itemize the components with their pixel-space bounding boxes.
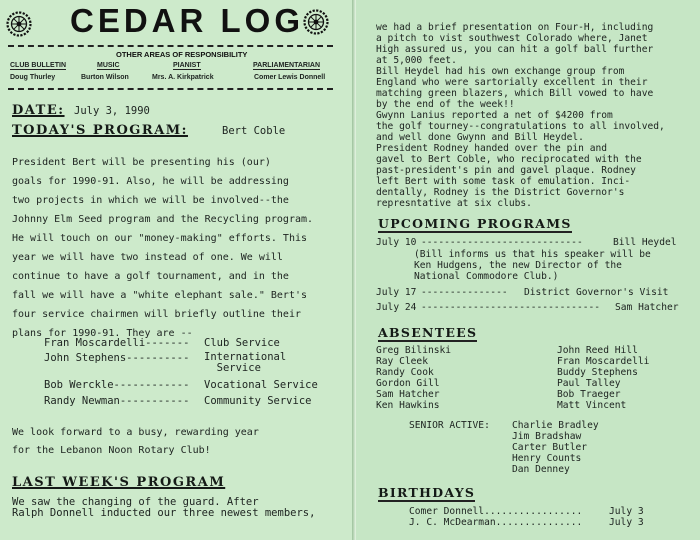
upcoming-note-line: National Commodore Club.): [414, 271, 559, 282]
date-label: DATE:: [12, 103, 65, 118]
officer-name: Mrs. A. Kirkpatrick: [152, 74, 214, 81]
upcoming-date: July 17: [376, 287, 417, 298]
last-week-continued-line: the golf tourney--congratulations to all involved,: [376, 121, 665, 132]
program-text-line: Johnny Elm Seed program and the Recycling program.: [12, 214, 314, 225]
officer-role: CLUB BULLETIN: [10, 62, 66, 69]
program-text-line: goals for 1990-91. Also, he will be addressing: [12, 176, 289, 187]
upcoming-dashes: -------------------------------: [421, 302, 601, 313]
closing-text-line: We look forward to a busy, rewarding year: [12, 427, 259, 438]
absentee-name: Matt Vincent: [557, 400, 627, 411]
masthead-subtitle: OTHER AREAS OF RESPONSIBILITY: [116, 50, 248, 59]
absentee-name: Randy Cook: [376, 367, 434, 378]
last-week-continued-line: Gwynn Lanius reported a net of $4200 from: [376, 110, 613, 121]
upcoming-note-line: (Bill informs us that his speaker will be: [414, 249, 651, 260]
service-chair-name: Bob Werckle------------: [44, 379, 190, 391]
last-week-continued-line: past-president's pin and gavel plaque. Rodney: [376, 165, 636, 176]
last-week-continued-line: left Bert with some task of emulation. Inci-: [376, 176, 631, 187]
service-chair-name: Fran Moscardelli-------: [44, 337, 190, 349]
service-chair-name: Randy Newman-----------: [44, 395, 190, 407]
officer-name: Comer Lewis Donnell: [254, 74, 326, 81]
service-chair-service: Community Service: [204, 395, 312, 407]
upcoming-heading: UPCOMING PROGRAMS: [378, 216, 572, 231]
program-text-line: four service chairmen will briefly outline their: [12, 309, 301, 320]
last-week-continued-line: dentally, Rodney is the District Governor's: [376, 187, 625, 198]
absentee-name: Gordon Gill: [376, 378, 440, 389]
closing-text-line: for the Lebanon Noon Rotary Club!: [12, 445, 211, 456]
last-week-continued-line: gavel to Bert Coble, who reciprocated with the: [376, 154, 642, 165]
senior-active-name: Henry Counts: [512, 453, 582, 464]
upcoming-note-line: Ken Hudgens, the new Director of the: [414, 260, 622, 271]
upcoming-dashes: ----------------------------: [421, 237, 583, 248]
service-chair-service: Club Service: [204, 337, 280, 349]
last-week-text-line: Ralph Donnell inducted our three newest members,: [12, 507, 316, 519]
last-week-continued-line: and well done Gwynn and Bill Heydel.: [376, 132, 584, 143]
last-week-continued-line: Bill Heydel had his own exchange group from: [376, 66, 625, 77]
absentee-name: Sam Hatcher: [376, 389, 440, 400]
upcoming-date: July 24: [376, 302, 417, 313]
program-text-line: two projects in which we will be involved--the: [12, 195, 289, 206]
last-week-continued-line: England who were sartorially excellent in their: [376, 77, 648, 88]
upcoming-speaker: Bill Heydel: [613, 237, 677, 248]
absentee-name: Paul Talley: [557, 378, 621, 389]
masthead-divider: [8, 45, 333, 47]
birthday-name: Comer Donnell.................: [409, 506, 583, 517]
last-week-text-line: We saw the changing of the guard. After: [12, 496, 259, 508]
officer-name: Doug Thurley: [10, 74, 56, 81]
last-week-continued-line: by the end of the week!!: [376, 99, 515, 110]
absentee-name: Greg Bilinski: [376, 345, 452, 356]
upcoming-date: July 10: [376, 237, 417, 248]
last-week-continued-line: President Rodney handed over the pin and: [376, 143, 608, 154]
rotary-wheel-right-icon: [303, 9, 329, 35]
senior-active-name: Dan Denney: [512, 464, 570, 475]
senior-active-name: Carter Butler: [512, 442, 588, 453]
upcoming-dashes: ---------------: [421, 287, 508, 298]
absentees-heading: ABSENTEES: [378, 325, 478, 340]
program-text-line: President Bert will be presenting his (our): [12, 157, 271, 168]
masthead-title: CEDAR LOG: [70, 2, 304, 39]
program-text-line: fall we will have a "white elephant sale." Bert's: [12, 290, 308, 301]
absentee-name: Buddy Stephens: [557, 367, 638, 378]
officer-role: PIANIST: [173, 62, 201, 69]
last-week-continued-line: a pitch to vist southwest Colorado where, Janet: [376, 33, 648, 44]
service-chair-service: Vocational Service: [204, 379, 318, 391]
last-week-continued-line: matching green blazers, which Bill vowed to have: [376, 88, 654, 99]
absentee-name: John Reed Hill: [557, 345, 638, 356]
upcoming-speaker: Sam Hatcher: [615, 302, 679, 313]
program-text-line: plans for 1990-91. They are --: [12, 328, 193, 339]
birthdays-heading: BIRTHDAYS: [378, 485, 476, 500]
officer-name: Burton Wilson: [81, 74, 129, 81]
birthday-date: July 3: [609, 517, 644, 528]
senior-active-name: Charlie Bradley: [512, 420, 599, 431]
last-week-continued-line: represntative at six clubs.: [376, 198, 532, 209]
absentee-name: Fran Moscardelli: [557, 356, 650, 367]
page-fold: [352, 0, 356, 540]
senior-active-name: Jim Bradshaw: [512, 431, 582, 442]
masthead-bottom-divider: [8, 88, 333, 90]
absentee-name: Ken Hawkins: [376, 400, 440, 411]
program-text-line: year we will have two instead of one. We will: [12, 252, 283, 263]
program-text-line: He will touch on our "money-making" efforts. This: [12, 233, 308, 244]
program-text-line: continue to have a golf tournament, and in the: [12, 271, 289, 282]
officer-role: PARLIAMENTARIAN: [253, 62, 321, 69]
upcoming-speaker: District Governor's Visit: [524, 287, 669, 298]
todays-program-speaker: Bert Coble: [222, 125, 286, 137]
absentee-name: Bob Traeger: [557, 389, 621, 400]
date-value: July 3, 1990: [74, 105, 150, 117]
birthday-name: J. C. McDearman...............: [409, 517, 583, 528]
last-week-heading: LAST WEEK'S PROGRAM: [12, 475, 226, 490]
senior-active-label: SENIOR ACTIVE:: [409, 420, 490, 431]
birthday-date: July 3: [609, 506, 644, 517]
service-chair-name: John Stephens----------: [44, 352, 190, 364]
last-week-continued-line: at 5,000 feet.: [376, 55, 457, 66]
todays-program-label: TODAY'S PROGRAM:: [12, 123, 188, 138]
absentee-name: Ray Cleek: [376, 356, 428, 367]
last-week-continued-line: High assured us, you can hit a golf ball further: [376, 44, 654, 55]
rotary-wheel-left-icon: [6, 11, 32, 37]
officer-role: MUSIC: [97, 62, 120, 69]
service-chair-service: International Service: [204, 351, 287, 374]
last-week-continued-line: we had a brief presentation on Four-H, including: [376, 22, 654, 33]
